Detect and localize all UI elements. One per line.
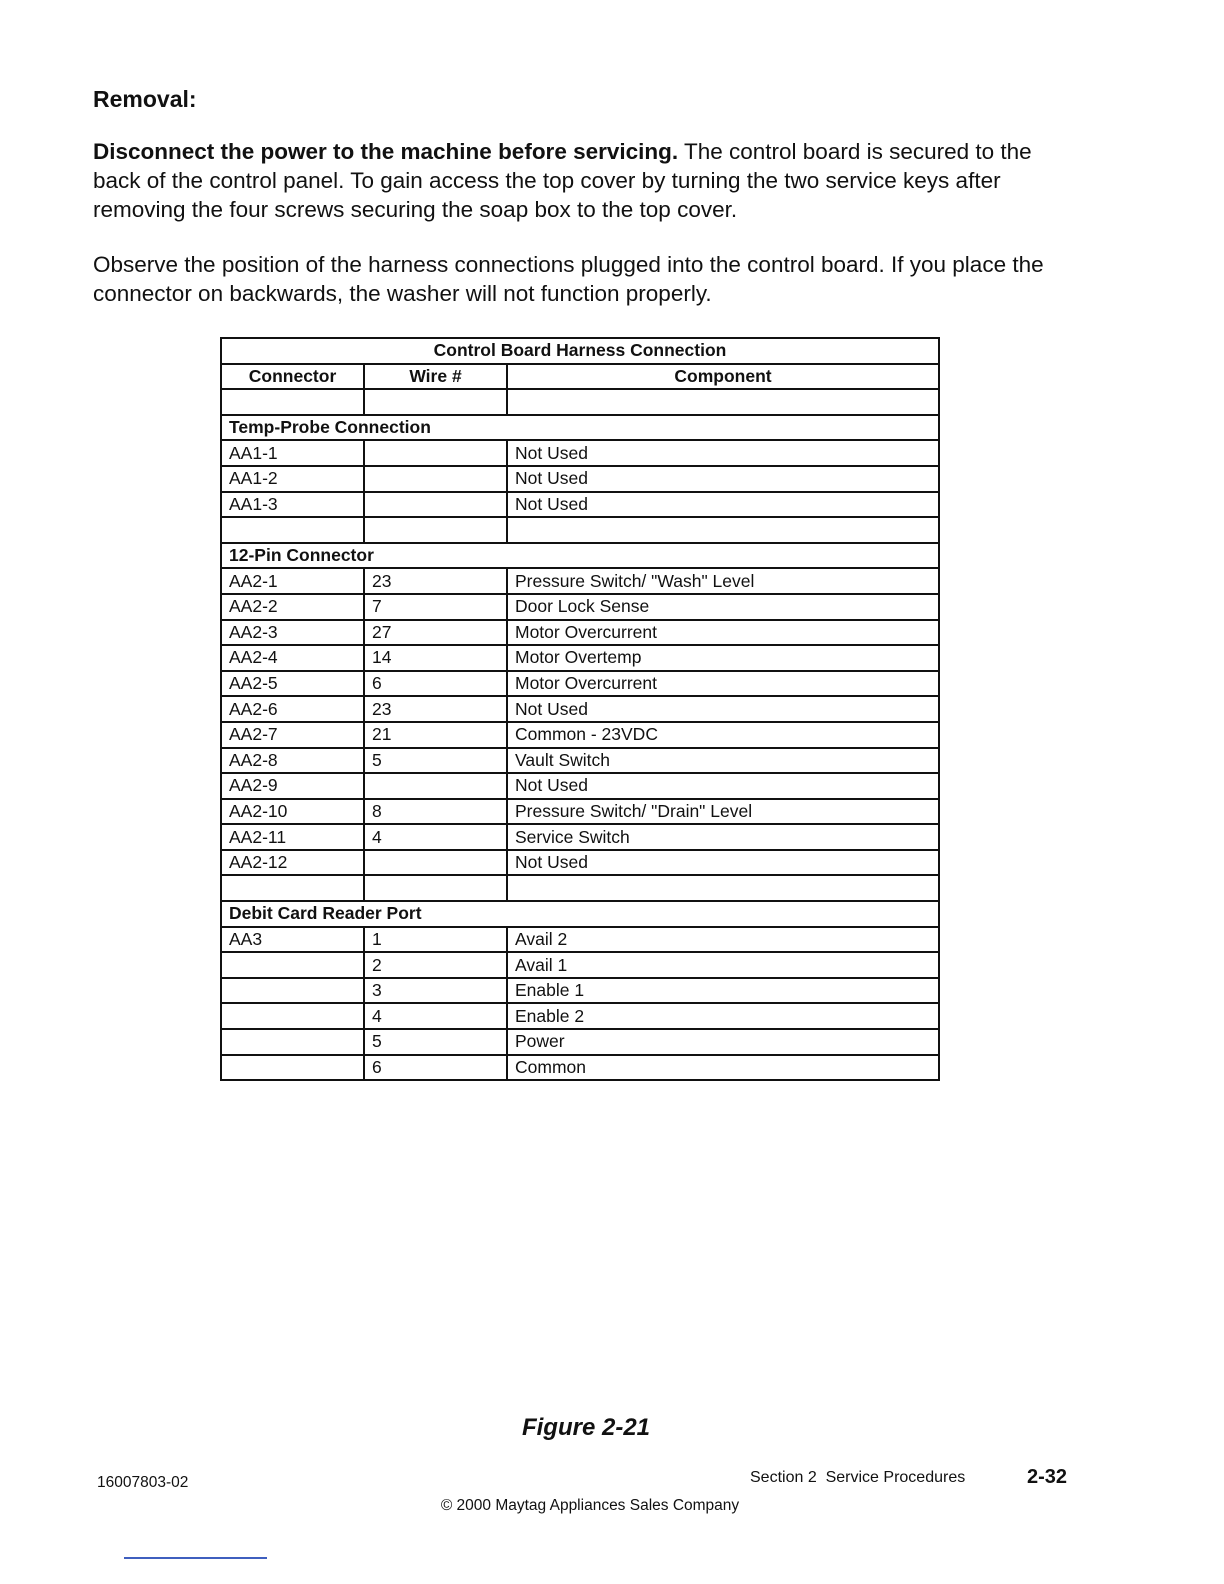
component-cell: Not Used — [507, 466, 939, 492]
component-cell — [507, 389, 939, 415]
footer-rule — [124, 1557, 267, 1559]
component-cell: Door Lock Sense — [507, 594, 939, 620]
component-cell — [507, 875, 939, 901]
connector-cell — [221, 875, 364, 901]
table-row — [221, 799, 939, 825]
figure-caption: Figure 2-21 — [521, 1414, 651, 1441]
wire-cell: 27 — [364, 620, 507, 646]
table-row — [221, 875, 939, 901]
connector-cell: AA2-8 — [221, 748, 364, 774]
wire-cell: 23 — [364, 568, 507, 594]
table-row — [221, 722, 939, 748]
table-row — [221, 927, 939, 953]
connector-cell: AA2-2 — [221, 594, 364, 620]
connector-cell: AA2-6 — [221, 696, 364, 722]
wire-cell: 4 — [364, 1003, 507, 1029]
connector-cell: AA2-7 — [221, 722, 364, 748]
wire-cell — [364, 440, 507, 466]
table-row — [221, 620, 939, 646]
component-cell: Not Used — [507, 696, 939, 722]
component-cell: Motor Overtemp — [507, 645, 939, 671]
copyright-notice: © 2000 Maytag Appliances Sales Company — [440, 1497, 740, 1514]
component-cell: Avail 1 — [507, 952, 939, 978]
connector-cell — [221, 1003, 364, 1029]
component-cell: Service Switch — [507, 824, 939, 850]
component-cell: Power — [507, 1029, 939, 1055]
wire-cell: 5 — [364, 748, 507, 774]
table-row — [221, 671, 939, 697]
wire-cell: 6 — [364, 1055, 507, 1081]
component-cell: Pressure Switch/ "Drain" Level — [507, 799, 939, 825]
wire-cell — [364, 517, 507, 543]
connector-cell — [221, 1055, 364, 1081]
component-cell: Motor Overcurrent — [507, 620, 939, 646]
connector-cell: AA3 — [221, 927, 364, 953]
connector-cell: AA2-5 — [221, 671, 364, 697]
wire-cell: 21 — [364, 722, 507, 748]
component-cell: Common — [507, 1055, 939, 1081]
connector-cell: AA2-11 — [221, 824, 364, 850]
component-cell: Vault Switch — [507, 748, 939, 774]
observation-paragraph: Observe the position of the harness connections plugged into the control board. If you place the connector on backwards, the washer will not function properly. — [93, 252, 1044, 306]
wire-cell — [364, 466, 507, 492]
table-section-row — [221, 415, 939, 441]
table-row — [221, 492, 939, 518]
component-cell: Enable 2 — [507, 1003, 939, 1029]
component-cell: Enable 1 — [507, 978, 939, 1004]
table-row — [221, 568, 939, 594]
table-body — [221, 389, 939, 1080]
table-row — [221, 952, 939, 978]
connector-cell: AA2-10 — [221, 799, 364, 825]
table-row — [221, 1003, 939, 1029]
table-row — [221, 824, 939, 850]
table-row — [221, 748, 939, 774]
instruction-paragraph — [93, 137, 1073, 224]
page-number: 2-32 — [1027, 1466, 1068, 1488]
component-cell: Avail 2 — [507, 927, 939, 953]
wire-cell: 23 — [364, 696, 507, 722]
connector-cell: AA2-3 — [221, 620, 364, 646]
warning-text: Disconnect the power to the machine before servicing. — [93, 139, 679, 164]
wire-cell — [364, 492, 507, 518]
table-row — [221, 696, 939, 722]
table-row — [221, 850, 939, 876]
wire-cell — [364, 850, 507, 876]
wire-cell: 6 — [364, 671, 507, 697]
component-cell: Common - 23VDC — [507, 722, 939, 748]
wire-cell: 2 — [364, 952, 507, 978]
connector-cell: AA1-3 — [221, 492, 364, 518]
table-title-row — [221, 338, 939, 364]
connector-cell: AA1-1 — [221, 440, 364, 466]
wire-cell: 1 — [364, 927, 507, 953]
table-row — [221, 978, 939, 1004]
table-row — [221, 517, 939, 543]
instruction-text: The control board is secured to the back of the control panel. To gain access the top cover by turning the two service keys after removing the four screws securing the soap box to the top cover. — [93, 139, 1032, 222]
component-cell: Not Used — [507, 440, 939, 466]
connector-cell — [221, 978, 364, 1004]
table-row — [221, 389, 939, 415]
table-title: Control Board Harness Connection — [221, 338, 939, 364]
section-heading: Removal: — [93, 86, 197, 112]
table-row — [221, 466, 939, 492]
header-connector: Connector — [221, 364, 364, 390]
table-row — [221, 1029, 939, 1055]
wire-cell: 8 — [364, 799, 507, 825]
connector-cell — [221, 517, 364, 543]
table-section-row — [221, 543, 939, 569]
table-header-row — [221, 364, 939, 390]
table-row — [221, 773, 939, 799]
connector-cell: AA2-9 — [221, 773, 364, 799]
wire-cell: 3 — [364, 978, 507, 1004]
component-cell: Not Used — [507, 773, 939, 799]
connector-cell — [221, 952, 364, 978]
header-wire: Wire # — [364, 364, 507, 390]
component-cell: Not Used — [507, 492, 939, 518]
header-component: Component — [507, 364, 939, 390]
table-row — [221, 440, 939, 466]
component-cell: Not Used — [507, 850, 939, 876]
connector-cell: AA2-1 — [221, 568, 364, 594]
wire-cell — [364, 773, 507, 799]
wire-cell — [364, 875, 507, 901]
connector-cell — [221, 1029, 364, 1055]
section-label-cell: Temp-Probe Connection — [221, 415, 939, 441]
connector-cell — [221, 389, 364, 415]
connector-cell: AA2-12 — [221, 850, 364, 876]
table-row — [221, 1055, 939, 1081]
wire-cell: 14 — [364, 645, 507, 671]
document-number: 16007803-02 — [97, 1474, 189, 1491]
component-cell: Pressure Switch/ "Wash" Level — [507, 568, 939, 594]
harness-connection-table — [220, 337, 940, 1081]
section-label-cell: 12-Pin Connector — [221, 543, 939, 569]
wire-cell: 7 — [364, 594, 507, 620]
component-cell — [507, 517, 939, 543]
table-section-row — [221, 901, 939, 927]
section-label: Section 2 Service Procedures — [750, 1469, 966, 1486]
section-label-cell: Debit Card Reader Port — [221, 901, 939, 927]
wire-cell: 4 — [364, 824, 507, 850]
table-row — [221, 594, 939, 620]
wire-cell — [364, 389, 507, 415]
component-cell: Motor Overcurrent — [507, 671, 939, 697]
connector-cell: AA1-2 — [221, 466, 364, 492]
connector-cell: AA2-4 — [221, 645, 364, 671]
table-row — [221, 645, 939, 671]
wire-cell: 5 — [364, 1029, 507, 1055]
